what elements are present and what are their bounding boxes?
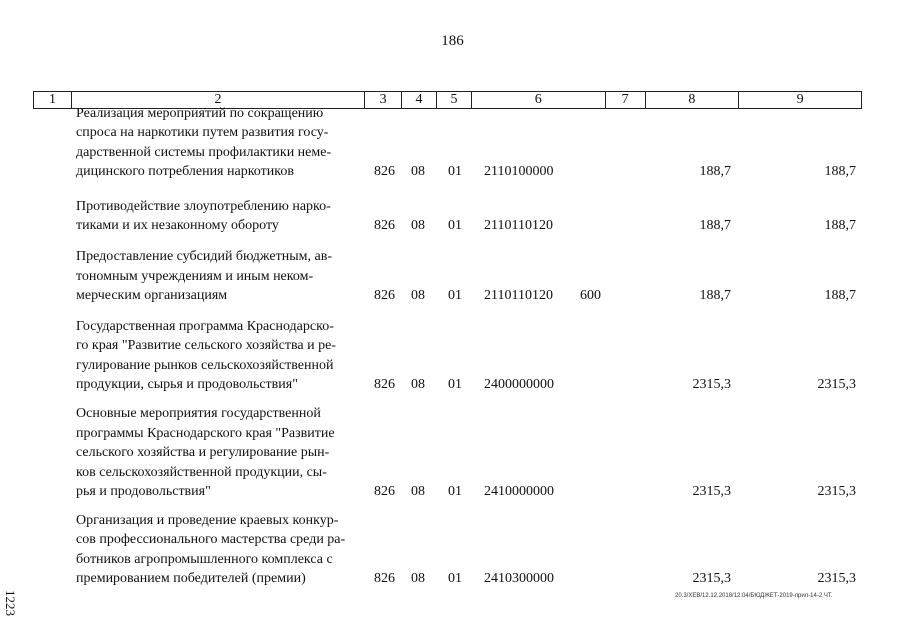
table-row [0,317,905,395]
page-number: 186 [441,33,464,49]
cell-4: 08 [411,164,425,180]
header-cell-5: 5 [437,92,472,108]
row-description: Реализация мероприятий по сокращению спроса на наркотики путем развития госу- дарственной системы профилактики неме- дицинского потребления наркотиков [76,105,332,180]
header-cell-6: 6 [472,92,606,108]
cell-4: 08 [411,484,425,500]
cell-4: 08 [411,377,425,393]
footer-document-code: 20.3/ХЕВ/12.12.2018/12:04/БЮДЖЕТ-2019-прил-14-2 ЧТ. [675,593,833,599]
cell-7: 600 [580,288,601,304]
cell-3: 826 [374,377,395,393]
cell-9: 188,7 [824,218,856,234]
cell-5: 01 [448,484,462,500]
header-cell-7: 7 [606,92,646,108]
cell-5: 01 [448,571,462,587]
row-description: Организация и проведение краевых конкур- сов профессионального мастерства среди ра- ботников агропромышленного комплекса с премированием победителей (премии) [76,512,346,587]
row-description: Противодействие злоупотреблению нарко- тиками и их незаконному обороту [76,198,331,234]
cell-9: 2315,3 [817,377,856,393]
row-description: Предоставление субсидий бюджетным, ав- тономным учреждениям и иным неком- мерческим организациям [76,249,332,304]
cell-3: 826 [374,571,395,587]
cell-3: 826 [374,218,395,234]
table-row [0,196,905,236]
header-cell-9: 9 [796,92,804,107]
cell-5: 01 [448,377,462,393]
header-cell-4: 4 [402,92,437,108]
header-cell-8: 8 [646,92,740,108]
cell-5: 01 [448,288,462,304]
cell-8: 2315,3 [692,571,731,587]
header-cell-1: 1 [34,92,72,108]
cell-3: 826 [374,484,395,500]
cell-4: 08 [411,218,425,234]
row-description: Основные мероприятия государственной программы Краснодарского края "Развитие сельского хозяйства и регулирование рын- ков сельскохозяйственной продукции, сы- рья и продовольствия" [76,406,335,500]
cell-6: 2110110120 [484,218,553,234]
cell-8: 188,7 [699,288,731,304]
cell-6: 2410300000 [484,571,554,587]
cell-8: 2315,3 [692,484,731,500]
cell-3: 826 [374,288,395,304]
cell-4: 08 [411,571,425,587]
cell-8: 2315,3 [692,377,731,393]
cell-9: 2315,3 [817,484,856,500]
header-cell-2: 2 [72,92,365,108]
cell-4: 08 [411,288,425,304]
cell-3: 826 [374,164,395,180]
cell-6: 2410000000 [484,484,554,500]
cell-5: 01 [448,164,462,180]
cell-6: 2110100000 [484,164,554,180]
cell-5: 01 [448,218,462,234]
header-cell-3: 3 [365,92,402,108]
cell-9: 188,7 [824,164,856,180]
table-row [0,246,905,306]
table-row [0,404,905,502]
table-row [0,105,905,182]
table-row [0,511,905,589]
cell-9: 188,7 [824,288,856,304]
side-page-number: 1223 [3,590,18,616]
cell-8: 188,7 [699,218,731,234]
cell-9: 2315,3 [817,571,856,587]
cell-6: 2110110120 [484,288,553,304]
cell-6: 2400000000 [484,377,554,393]
cell-8: 188,7 [699,164,731,180]
row-description: Государственная программа Краснодарско- го края "Развитие сельского хозяйства и ре- гулирование рынков сельскохозяйственной продукции, сырья и продовольствия" [76,318,336,393]
